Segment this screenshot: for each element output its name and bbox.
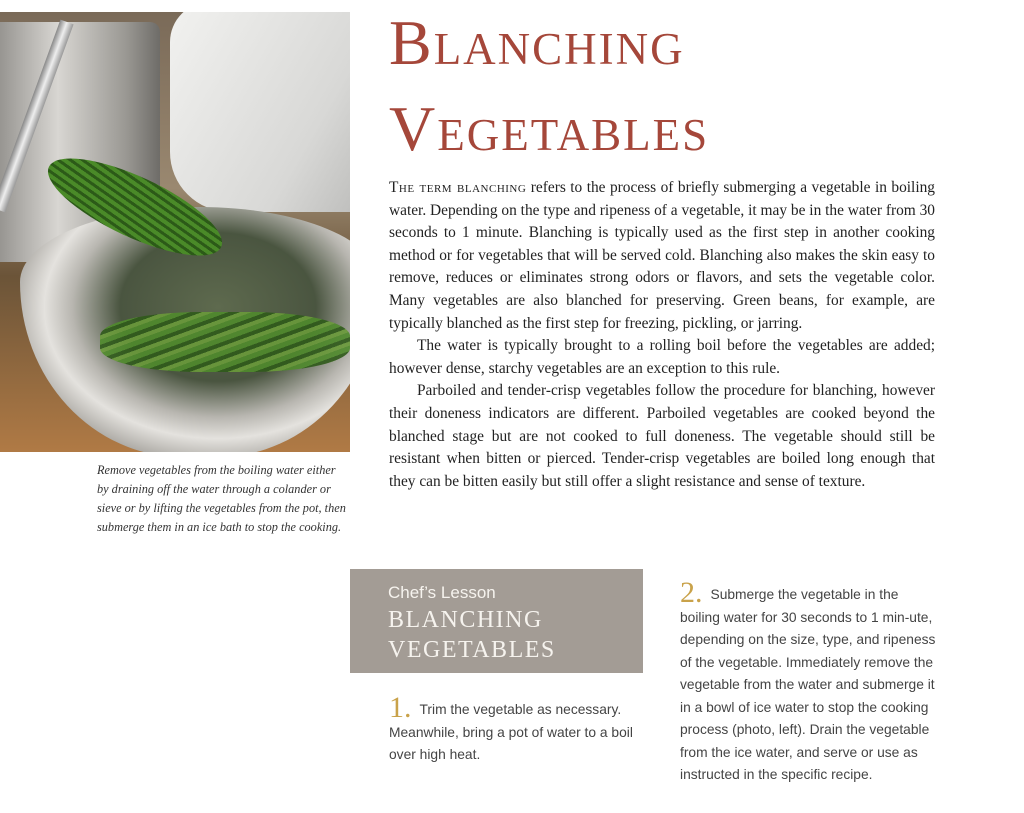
title-line-2: Vegetables <box>389 93 710 164</box>
paragraph-3: Parboiled and tender-crisp vegetables follow the procedure for blanching, however their doneness indicators are different. Parboiled vegetables are cooked beyond the blanched stage but are not cooked to full doneness. The vegetable should still be resistant when bitten or pierced. Tender-crisp vegetables are boiled long enough that they can be bitten easily but still offer a slight resistance and sense of texture. <box>389 382 935 490</box>
lesson-title-line-1: BLANCHING <box>388 607 543 633</box>
lesson-title-line-2: VEGETABLES <box>388 637 556 663</box>
step-number: 2. <box>680 576 703 609</box>
paragraph-1 <box>389 177 935 335</box>
chef-sleeve <box>170 12 350 212</box>
paragraph-2: The water is typically brought to a rolling boil before the vegetables are added; however dense, starchy vegetables are an exception to this rule. <box>389 337 935 377</box>
photo-caption: Remove vegetables from the boiling water either by draining off the water through a colander or sieve or by lifting the vegetables from the pot, then submerge them in an ice bath to stop the cooking. <box>97 463 346 534</box>
chefs-lesson-box <box>350 569 643 673</box>
body-text <box>389 177 935 493</box>
step-text: Submerge the vegetable in the boiling water for 30 seconds to 1 min-ute, depending on the size, type, and ripeness of the vegetable. Immediately remove the vegetable from the water and submerge it in a bowl of ice water to stop the cooking process (photo, left). Drain the vegetable from the ice water, and serve or use as instructed in the specific recipe. <box>680 587 936 782</box>
step-text: Trim the vegetable as necessary. Meanwhile, bring a pot of water to a boil over high heat. <box>389 702 633 762</box>
page-title <box>389 0 709 172</box>
paragraph-1-text: refers to the process of briefly submerging a vegetable in boiling water. Depending on the type and ripeness of a vegetable, it may be in the water from 30 seconds to 1 minute. Blanching is typically used as the first step in another cooking method or for vegetables that will be served cold. Blanching also makes the skin easy to remove, reduces or eliminates strong odors or flavors, and sets the vegetable color. Many vegetables are also blanched for preserving. Green beans, for example, are typically blanched as the first step for freezing, pickling, or jarring. <box>389 179 935 332</box>
title-line-1: Blanching <box>389 7 685 78</box>
lesson-title <box>388 605 556 665</box>
step-2 <box>680 576 940 787</box>
lead-in: The term blanching <box>389 179 527 196</box>
green-beans-in-bowl <box>100 312 350 372</box>
blanching-photo <box>0 12 350 452</box>
lesson-kicker: Chef’s Lesson <box>388 583 496 602</box>
step-1 <box>389 691 649 767</box>
step-number: 1. <box>389 691 412 724</box>
